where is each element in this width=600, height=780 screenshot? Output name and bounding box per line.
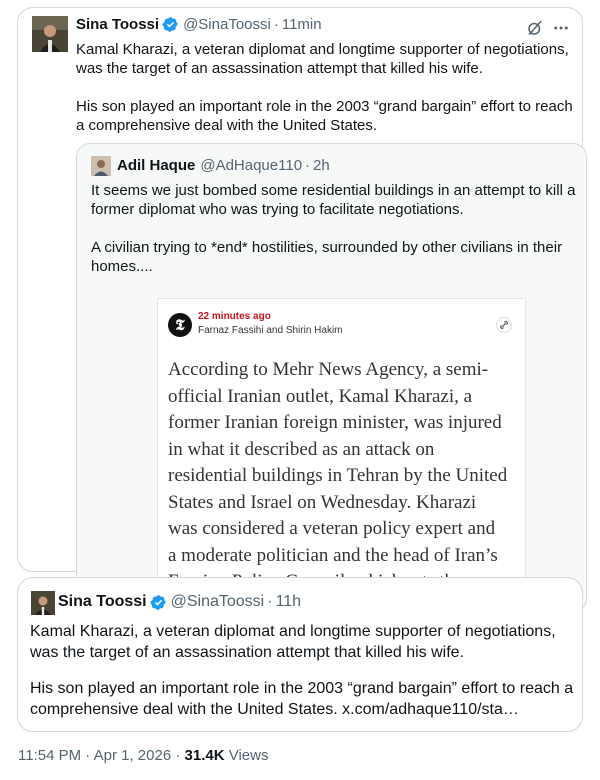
views-count: 31.4K [184,747,225,764]
quoted-tweet-avatar[interactable] [91,156,111,176]
nyt-body-line: was considered a veteran policy expert and [168,518,496,539]
quoted-tweet-image[interactable] [157,298,526,618]
bottom-tweet-avatar[interactable] [31,591,55,615]
top-tweet-card[interactable] [17,7,583,572]
nyt-authors: Farnaz Fassihi and Shirin Hakim [198,325,343,336]
nyt-article-body [168,357,523,596]
footer-separator: · [175,747,181,764]
header-separator: · [267,593,273,610]
nyt-body-line: According to Mehr News Agency, a semi- [168,359,489,380]
footer-time[interactable]: 11:54 PM [18,747,82,764]
top-tweet-text-paragraph-1: Kamal Kharazi, a veteran diplomat and longtime supporter of negotiations, was the target of an assassination attempt that killed his wife. [76,41,569,77]
quoted-tweet-author-name[interactable]: Adil Haque [117,157,196,174]
bottom-quoted-tweet-card[interactable] [17,577,583,732]
bottom-tweet-author-name[interactable]: Sina Toossi [58,593,147,610]
quoted-tweet-text-paragraph-1: It seems we just bombed some residential buildings in an attempt to kill a former diplomat who was trying to facilitate negotiations. [91,182,576,218]
nyt-body-line: in what it described as an attack on [168,438,435,460]
top-tweet-time[interactable]: 11min [281,16,322,33]
nyt-body-line: official Iranian outlet, Kamal Kharazi, a [168,385,473,407]
bottom-tweet-header [58,593,301,611]
verified-badge-icon [162,16,179,33]
bottom-tweet-handle[interactable]: @SinaToossi [170,593,265,610]
nyt-body-line: States and Israel on Wednesday. Kharazi [168,491,477,513]
quoted-tweet-text-paragraph-2: A civilian trying to *end* hostilities, surrounded by other civilians in their homes.... [91,239,563,275]
footer-date[interactable]: Apr 1, 2026 [93,747,172,764]
top-tweet-avatar[interactable] [32,16,68,52]
footer-separator: · [85,747,91,764]
nyt-body-line: residential buildings in Tehran by the United [168,465,508,486]
link-icon [496,317,512,333]
nyt-body-line: former Iranian foreign minister, was injured [168,412,502,433]
bottom-tweet-text-paragraph-1: Kamal Kharazi, a veteran diplomat and longtime supporter of negotiations, was the target of an assassination attempt that killed his wife. [30,623,556,661]
views-label: Views [228,747,269,764]
tweet-footer [18,747,268,764]
quoted-tweet-card[interactable] [76,143,587,613]
header-separator: · [305,157,311,174]
bottom-tweet-text-paragraph-2: His son played an important role in the 2003 “grand bargain” effort to reach a comprehensive deal with the United States. x.com/adhaque110/sta… [30,680,574,718]
nyt-time-label: 22 minutes ago [198,311,271,322]
top-tweet-text-paragraph-2: His son played an important role in the 2003 “grand bargain” effort to reach a comprehensive deal with the United States. [76,98,573,134]
more-options-icon[interactable] [550,17,572,39]
quoted-tweet-time[interactable]: 2h [313,157,330,174]
top-tweet-author-name[interactable]: Sina Toossi [76,16,160,33]
nyt-logo-icon: 𝕿 [168,313,192,337]
quoted-tweet-handle[interactable]: @AdHaque110 [200,157,303,174]
header-separator: · [273,16,279,33]
nyt-body-line: a moderate politician and the head of Iran’s [168,544,498,566]
quoted-tweet-header [117,157,330,174]
top-tweet-header [76,16,322,33]
top-tweet-handle[interactable]: @SinaToossi [183,16,271,33]
grok-icon[interactable] [524,17,546,39]
bottom-tweet-time[interactable]: 11h [275,593,302,610]
verified-badge-icon [150,594,167,611]
